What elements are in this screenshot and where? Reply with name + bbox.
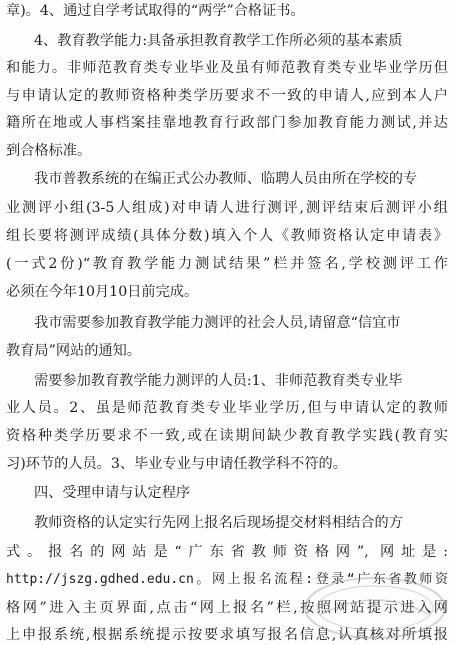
text-line: 需要参加教育教学能力测评的人员:1、非师范教育类专业毕 (34, 373, 403, 389)
text-line: 业人员。2、虽是师范教育类专业毕业学历,但与申请认定的教师 (6, 400, 448, 416)
text-line: 籍所在地或人事档案挂靠地教育行政部门参加教育能力测试,并达 (6, 115, 448, 131)
text-line: 组长要将测评成绩(具体分数)填入个人《教师资格认定申请表》 (6, 228, 448, 244)
text-line: 上申报系统,根据系统提示按要求填写报名信息,认真核对所填报 (6, 627, 448, 643)
text-line: (一式2份)“教育教学能力测试结果”栏并签名,学校测评工作 (6, 256, 448, 272)
text-line: 4、教育教学能力:具备承担教育教学工作所必须的基本素质 (34, 33, 403, 49)
text-line: 必须在今年10月10日前完成。 (6, 284, 199, 300)
text-line: 业测评小组(3-5人组成)对申请人进行测评,测评结束后测评小组 (6, 200, 448, 216)
text-line: 到合格标准。 (6, 143, 92, 159)
text-line: 格网”进入主页界面,点击“网上报名”栏,按照网站提示进入网 (6, 600, 448, 616)
text-line: 与申请认定的教师资格种类学历要求不一致的申请人,应到本人户 (6, 88, 448, 104)
text-line: 我市普教系统的在编正式公办教师、临聘人员由所在学校的专 (34, 171, 418, 187)
text-line: 习)环节的人员。3、毕业专业与申请任教学科不符的。 (6, 456, 347, 472)
text-line: 式。报名的网站是“广东省教师资格网”, 网址是: (6, 544, 448, 560)
text-line: 章)。4、通过自学考试取得的“两学”合格证书。 (6, 3, 305, 19)
text-line: 我市需要参加教育教学能力测评的社会人员,请留意“信宜市 (34, 315, 401, 331)
text-line: 资格种类学历要求不一致,或在读期间缺少教育教学实践(教育实 (6, 428, 448, 444)
text-line: 教师资格的认定实行先网上报名后现场提交材料相结合的方 (34, 515, 403, 531)
text-line: 教育局”网站的通知。 (6, 343, 141, 359)
text-line: 和能力。非师范教育类专业毕业及虽有师范教育类专业毕业学历但 (6, 60, 448, 76)
section-heading: 四、受理申请与认定程序 (34, 485, 191, 501)
website-url-line: http://jszg.gdhed.edu.cn。网上报名流程:登录“广东省教师资 (6, 572, 448, 587)
